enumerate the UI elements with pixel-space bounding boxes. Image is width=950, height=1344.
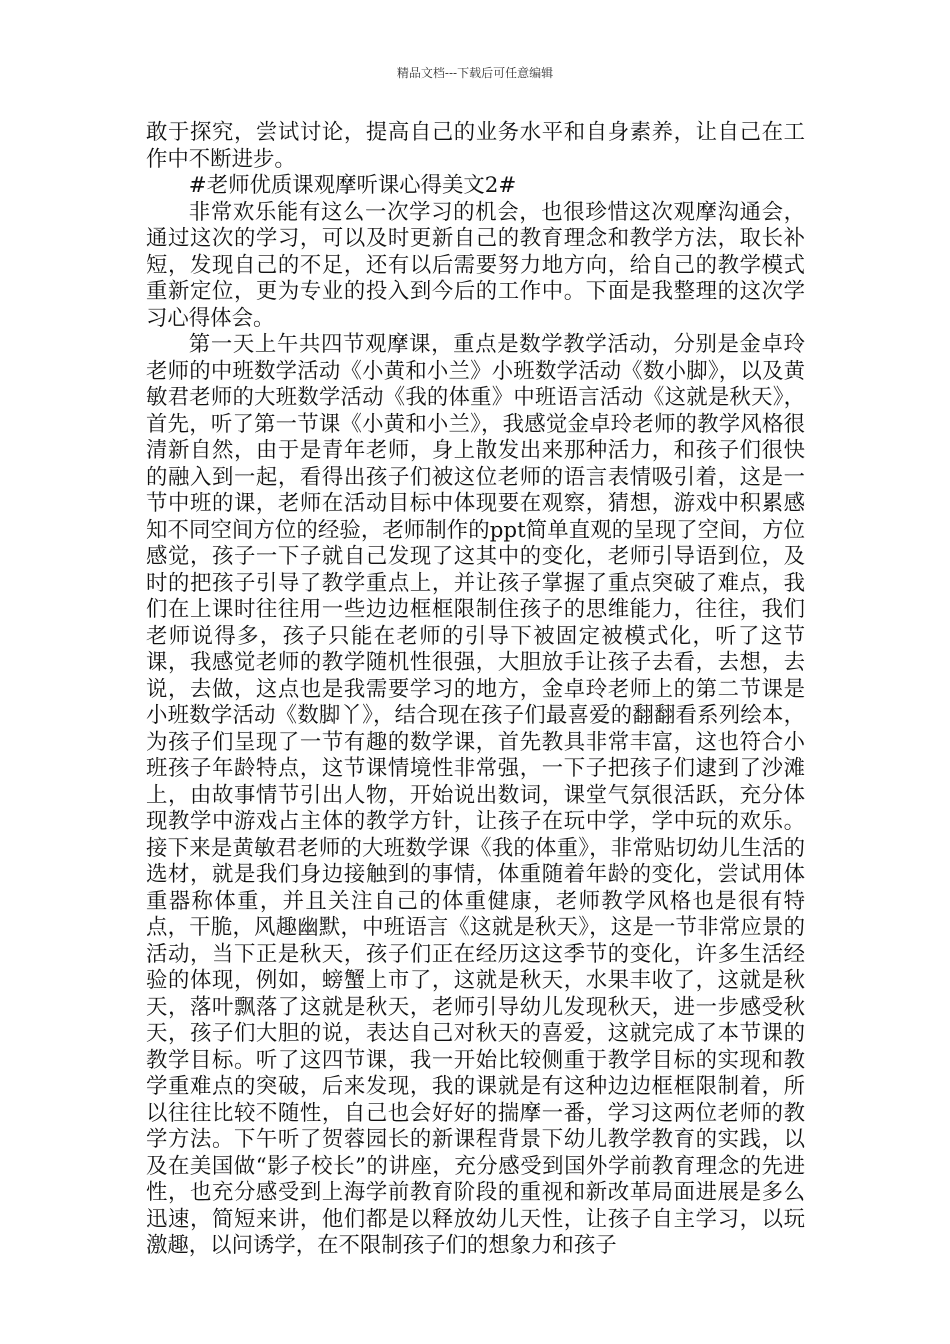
paragraph-intro: 非常欢乐能有这么一次学习的机会，也很珍惜这次观摩沟通会，通过这次的学习，可以及时更新自己的教育理念和教学方法，取长补短，发现自己的不足，还有以后需要努力地方向，给自己的教学模式重新定位，更为专业的投入到今后的工作中。下面是我整理的这次学习心得体会。 xyxy=(146,199,805,331)
section-heading: #老师优质课观摩听课心得美文2# xyxy=(188,173,517,198)
paragraph-main: 第一天上午共四节观摩课，重点是数学教学活动，分别是金卓玲老师的中班数学活动《小黄和小兰》小班数学活动《数小脚》，以及黄敏君老师的大班数学活动《我的体重》中班语言活动《这就是秋天》，首先，听了第一节课《小黄和小兰》，我感觉金卓玲老师的教学风格很清新自然，由于是青年老师，身上散发出来那种活力，和孩子们很快的融入到一起，看得出孩子们被这位老师的语言表情吸引着，这是一节中班的课，老师在活动目标中体现要在观察，猜想，游戏中积累感知不同空间方位的经验，老师制作的ppt简单直观的呈现了空间，方位感觉，孩子一下子就自己发现了这其中的变化，老师引导语到位，及时的把孩子引导了教学重点上，并让孩子掌握了重点突破了难点，我们在上课时往往用一些边边框框限制住孩子的思维能力，往往，我们老师说得多，孩子只能在老师的引导下被固定被模式化，听了这节课，我感觉老师的教学随机性很强，大胆放手让孩子去看，去想，去说，去做，这点也是我需要学习的地方，金卓玲老师上的第二节课是小班数学活动《数脚丫》，结合现在孩子们最喜爱的翻翻看系列绘本，为孩子们呈现了一节有趣的数学课，首先教具非常丰富，这也符合小班孩子年龄特点，这节课情境性非常强，一下子把孩子们逮到了沙滩上，由故事情节引出人物，开始说出数词，课堂气氛很活跃，充分体现教学中游戏占主体的教学方针，让孩子在玩中学，学中玩的欢乐。接下来是黄敏君老师的大班数学课《我的体重》，非常贴切幼儿生活的选材，就是我们身边接触到的事情，体重随着年龄的变化，尝试用体重器称体重，并且关注自己的体重健康，老师教学风格也是很有特点，干脆，风趣幽默，中班语言《这就是秋天》，这是一节非常应景的活动，当下正是秋天，孩子们正在经历这这季节的变化，许多生活经验的体现，例如，螃蟹上市了，这就是秋天，水果丰收了，这就是秋天，落叶飘落了这就是秋天，老师引导幼儿发现秋天，进一步感受秋天，孩子们大胆的说，表达自己对秋天的喜爱，这就完成了本节课的教学目标。听了这四节课，我一开始比较侧重于教学目标的实现和教学重难点的突破，后来发现，我的课就是有这种边边框框限制着，所以往往比较不随性，自己也会好好的揣摩一番，学习这两位老师的教学方法。下午听了贺蓉园长的新课程背景下幼儿教学教育的实践，以及在美国做“影子校长”的讲座，充分感受到国外学前教育理念的先进性，也充分感受到上海学前教育阶段的重视和新改革局面进展是多么迅速，简短来讲，他们都是以释放幼儿天性，让孩子自主学习，以玩激趣，以问诱学，在不限制孩子们的想象力和孩子 xyxy=(146,332,805,1258)
document-body xyxy=(146,120,805,1260)
paragraph-continuation: 敢于探究，尝试讨论，提高自己的业务水平和自身素养，让自己在工作中不断进步。 xyxy=(146,120,805,172)
page-header: 精品文档---下载后可任意编辑 xyxy=(396,66,554,80)
